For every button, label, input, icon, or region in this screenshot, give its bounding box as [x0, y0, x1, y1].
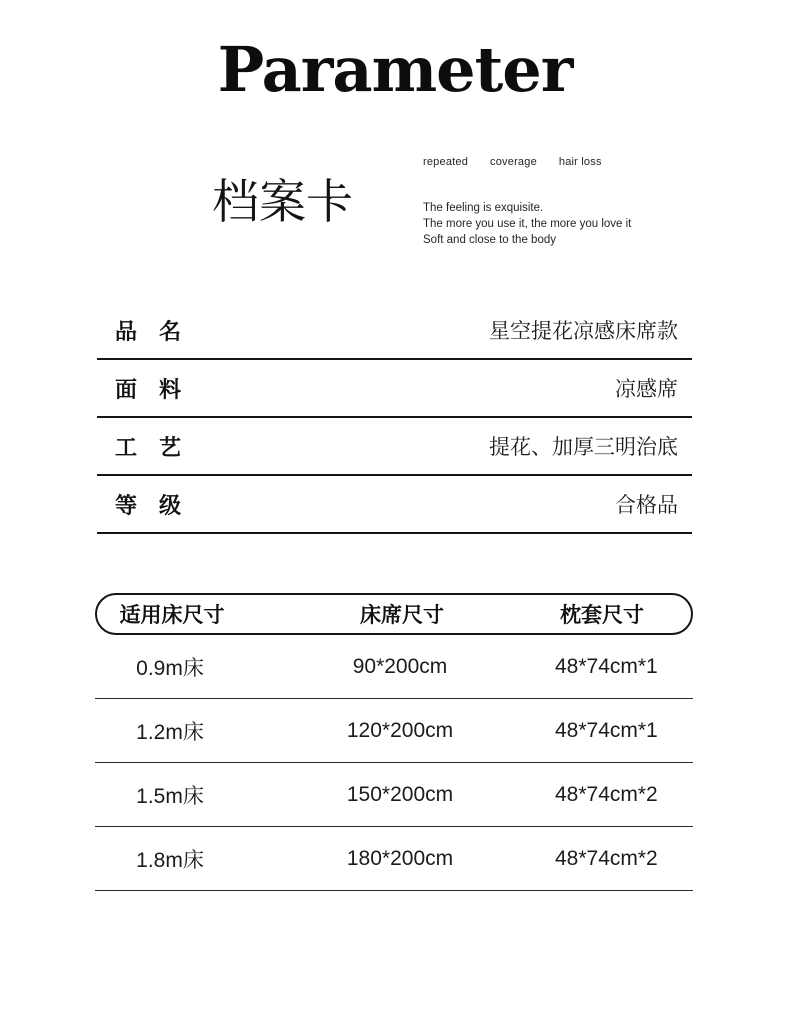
feature-tag-repeated: repeated [423, 156, 469, 168]
tagline-line-1: The feeling is exquisite. [423, 202, 544, 214]
spec-value-grade: 合格品 [615, 494, 678, 517]
size-cell-mat: 120*200cm [346, 718, 454, 742]
spec-label-grade: 等 级 [115, 492, 182, 518]
size-cell-pillowcase: 48*74cm*2 [555, 782, 658, 806]
feature-tags [423, 156, 673, 168]
spec-label-product-name: 品 名 [115, 318, 182, 344]
page-title: Parameter [217, 33, 573, 106]
size-cell-bed: 1.5m床 [136, 784, 204, 808]
table-row [97, 476, 692, 534]
spec-label-fabric: 面 料 [115, 376, 182, 402]
size-table-header [95, 593, 693, 635]
size-cell-bed: 0.9m床 [136, 656, 204, 680]
tagline-line-2: The more you use it, the more you love it [423, 217, 632, 230]
column-header-pillowcase-size: 枕套尺寸 [560, 604, 644, 627]
archive-card-subtitle: 档案卡 [212, 175, 353, 228]
table-row [97, 418, 692, 476]
tagline-line-3: Soft and close to the body [423, 233, 556, 246]
spec-value-fabric: 凉感席 [615, 378, 678, 401]
size-cell-pillowcase: 48*74cm*2 [555, 846, 658, 870]
table-row [95, 635, 693, 699]
size-table [95, 593, 693, 891]
spec-value-product-name: 星空提花凉感床席款 [489, 320, 678, 343]
spec-label-craft: 工 艺 [115, 434, 182, 460]
table-row [97, 360, 692, 418]
column-header-bed-size: 适用床尺寸 [119, 604, 225, 627]
size-cell-mat: 90*200cm [352, 654, 448, 678]
size-cell-pillowcase: 48*74cm*1 [555, 718, 658, 742]
size-cell-bed: 1.2m床 [136, 720, 204, 744]
size-cell-mat: 150*200cm [346, 782, 454, 806]
table-row [95, 763, 693, 827]
size-cell-mat: 180*200cm [346, 846, 454, 870]
feature-tag-hair-loss: hair loss [558, 156, 602, 168]
spec-value-craft: 提花、加厚三明治底 [489, 436, 678, 459]
tagline [423, 201, 673, 249]
header-right-block [423, 156, 673, 249]
table-row [95, 827, 693, 891]
spec-table [97, 302, 692, 534]
table-row [97, 302, 692, 360]
size-cell-bed: 1.8m床 [136, 848, 204, 872]
feature-tag-coverage: coverage [490, 156, 537, 168]
column-header-mat-size: 床席尺寸 [360, 604, 444, 627]
table-row [95, 699, 693, 763]
size-cell-pillowcase: 48*74cm*1 [555, 654, 658, 678]
